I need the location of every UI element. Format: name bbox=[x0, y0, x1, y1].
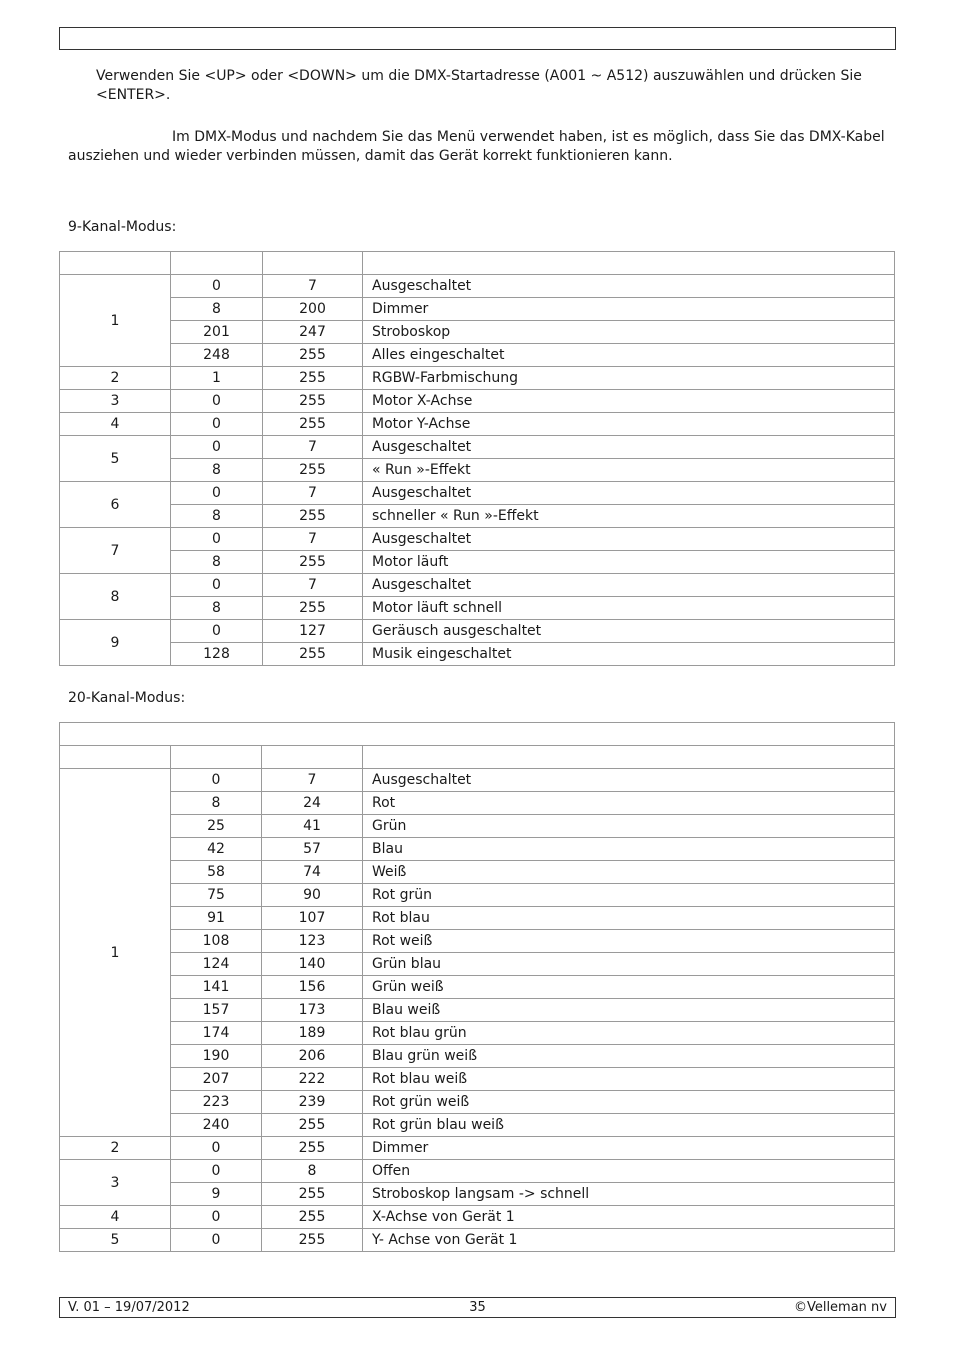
function-cell: Rot weiß bbox=[363, 930, 895, 953]
value-from-cell: 75 bbox=[171, 884, 262, 907]
function-cell: Ausgeschaltet bbox=[363, 482, 895, 505]
table-row bbox=[60, 953, 895, 976]
function-cell: Blau weiß bbox=[363, 999, 895, 1022]
value-from-cell: 0 bbox=[171, 528, 263, 551]
value-to-cell: 255 bbox=[263, 367, 363, 390]
value-from-cell: 8 bbox=[171, 597, 263, 620]
table-row bbox=[60, 1114, 895, 1137]
table-row bbox=[60, 597, 895, 620]
dmx-address-instruction: Verwenden Sie <UP> oder <DOWN> um die DMX-Startadresse (A001 ~ A512) auszuwählen und drücken Sie <ENTER>. bbox=[96, 68, 862, 103]
value-from-cell: 25 bbox=[171, 815, 262, 838]
value-from-cell: 42 bbox=[171, 838, 262, 861]
value-to-cell: 255 bbox=[262, 1114, 363, 1137]
function-cell: Grün weiß bbox=[363, 976, 895, 999]
value-from-cell: 128 bbox=[171, 643, 263, 666]
value-from-cell: 207 bbox=[171, 1068, 262, 1091]
function-cell: Ausgeschaltet bbox=[363, 436, 895, 459]
value-to-cell: 255 bbox=[262, 1229, 363, 1252]
header-cell bbox=[60, 746, 171, 769]
value-to-cell: 255 bbox=[263, 344, 363, 367]
table-row bbox=[60, 459, 895, 482]
value-to-cell: 255 bbox=[263, 459, 363, 482]
value-from-cell: 124 bbox=[171, 953, 262, 976]
channel-cell: 6 bbox=[60, 482, 171, 528]
function-cell: RGBW-Farbmischung bbox=[363, 367, 895, 390]
value-to-cell: 255 bbox=[263, 643, 363, 666]
function-cell: Offen bbox=[363, 1160, 895, 1183]
channel-cell: 4 bbox=[60, 1206, 171, 1229]
table-row bbox=[60, 413, 895, 436]
function-cell: Rot blau grün bbox=[363, 1022, 895, 1045]
table-row bbox=[60, 321, 895, 344]
table-row bbox=[60, 999, 895, 1022]
value-to-cell: 200 bbox=[263, 298, 363, 321]
function-cell: Alles eingeschaltet bbox=[363, 344, 895, 367]
value-to-cell: 173 bbox=[262, 999, 363, 1022]
footer-page-number: 35 bbox=[469, 1300, 486, 1315]
function-cell: Stroboskop bbox=[363, 321, 895, 344]
value-from-cell: 223 bbox=[171, 1091, 262, 1114]
value-from-cell: 9 bbox=[171, 1183, 262, 1206]
value-to-cell: 41 bbox=[262, 815, 363, 838]
value-from-cell: 8 bbox=[171, 551, 263, 574]
function-cell: Rot grün blau weiß bbox=[363, 1114, 895, 1137]
function-cell: X-Achse von Gerät 1 bbox=[363, 1206, 895, 1229]
function-cell: Ausgeschaltet bbox=[363, 574, 895, 597]
footer-version: V. 01 – 19/07/2012 bbox=[68, 1300, 190, 1315]
channel-cell: 2 bbox=[60, 367, 171, 390]
table-row bbox=[60, 574, 895, 597]
function-cell: Motor läuft schnell bbox=[363, 597, 895, 620]
value-to-cell: 57 bbox=[262, 838, 363, 861]
function-cell: Geräusch ausgeschaltet bbox=[363, 620, 895, 643]
value-from-cell: 0 bbox=[171, 275, 263, 298]
page-header-box bbox=[59, 27, 896, 50]
table-row bbox=[60, 1068, 895, 1091]
table-header-row bbox=[60, 252, 895, 275]
value-from-cell: 248 bbox=[171, 344, 263, 367]
function-cell: Rot grün bbox=[363, 884, 895, 907]
mode9-label: 9-Kanal-Modus: bbox=[68, 219, 177, 235]
value-from-cell: 0 bbox=[171, 436, 263, 459]
value-from-cell: 1 bbox=[171, 367, 263, 390]
table-row bbox=[60, 643, 895, 666]
channel-cell: 2 bbox=[60, 1137, 171, 1160]
value-to-cell: 255 bbox=[263, 505, 363, 528]
channel-cell: 1 bbox=[60, 275, 171, 367]
header-cell bbox=[363, 252, 895, 275]
value-from-cell: 0 bbox=[171, 482, 263, 505]
table-row bbox=[60, 528, 895, 551]
table-row bbox=[60, 815, 895, 838]
value-from-cell: 8 bbox=[171, 298, 263, 321]
function-cell: schneller « Run »-Effekt bbox=[363, 505, 895, 528]
value-to-cell: 222 bbox=[262, 1068, 363, 1091]
table-row bbox=[60, 976, 895, 999]
function-cell: Blau bbox=[363, 838, 895, 861]
value-to-cell: 7 bbox=[263, 528, 363, 551]
table-row bbox=[60, 367, 895, 390]
table-row bbox=[60, 1022, 895, 1045]
function-cell: Grün bbox=[363, 815, 895, 838]
table-row bbox=[60, 792, 895, 815]
function-cell: Blau grün weiß bbox=[363, 1045, 895, 1068]
value-to-cell: 255 bbox=[263, 413, 363, 436]
value-to-cell: 247 bbox=[263, 321, 363, 344]
value-from-cell: 8 bbox=[171, 792, 262, 815]
value-to-cell: 123 bbox=[262, 930, 363, 953]
function-cell: Ausgeschaltet bbox=[363, 769, 895, 792]
function-cell: Musik eingeschaltet bbox=[363, 643, 895, 666]
value-to-cell: 8 bbox=[262, 1160, 363, 1183]
table-row bbox=[60, 1045, 895, 1068]
table-row bbox=[60, 298, 895, 321]
value-to-cell: 255 bbox=[262, 1137, 363, 1160]
function-cell: Motor X-Achse bbox=[363, 390, 895, 413]
header-cell bbox=[363, 746, 895, 769]
function-cell: Rot blau bbox=[363, 907, 895, 930]
table-row bbox=[60, 1183, 895, 1206]
table-row bbox=[60, 1137, 895, 1160]
value-from-cell: 58 bbox=[171, 861, 262, 884]
table-row bbox=[60, 930, 895, 953]
header-cell bbox=[262, 746, 363, 769]
channel-cell: 4 bbox=[60, 413, 171, 436]
channel-cell: 9 bbox=[60, 620, 171, 666]
value-to-cell: 107 bbox=[262, 907, 363, 930]
table-row bbox=[60, 390, 895, 413]
value-to-cell: 7 bbox=[263, 436, 363, 459]
function-cell: Weiß bbox=[363, 861, 895, 884]
table-row bbox=[60, 861, 895, 884]
value-to-cell: 7 bbox=[263, 275, 363, 298]
table-row bbox=[60, 482, 895, 505]
function-cell: Ausgeschaltet bbox=[363, 528, 895, 551]
value-to-cell: 255 bbox=[262, 1206, 363, 1229]
value-to-cell: 7 bbox=[263, 482, 363, 505]
function-cell: Rot grün weiß bbox=[363, 1091, 895, 1114]
table-row bbox=[60, 1160, 895, 1183]
value-from-cell: 141 bbox=[171, 976, 262, 999]
value-to-cell: 255 bbox=[263, 597, 363, 620]
table-row bbox=[60, 769, 895, 792]
table-row bbox=[60, 436, 895, 459]
value-from-cell: 8 bbox=[171, 459, 263, 482]
value-from-cell: 190 bbox=[171, 1045, 262, 1068]
function-cell: Dimmer bbox=[363, 298, 895, 321]
table-row bbox=[60, 838, 895, 861]
channel-cell: 5 bbox=[60, 436, 171, 482]
table-header-row bbox=[60, 746, 895, 769]
value-from-cell: 0 bbox=[171, 390, 263, 413]
table-title-row bbox=[60, 723, 895, 746]
dmx-cable-note: Im DMX-Modus und nachdem Sie das Menü verwendet haben, ist es möglich, dass Sie das DMX-Kabel ausziehen und wieder verbinden müssen, damit das Gerät korrekt funktionieren kann. bbox=[68, 129, 885, 164]
value-to-cell: 255 bbox=[263, 551, 363, 574]
value-to-cell: 140 bbox=[262, 953, 363, 976]
value-to-cell: 127 bbox=[263, 620, 363, 643]
mode20-table bbox=[59, 722, 895, 1252]
page-footer bbox=[59, 1297, 896, 1318]
table-row bbox=[60, 1206, 895, 1229]
channel-cell: 1 bbox=[60, 769, 171, 1137]
function-cell: Ausgeschaltet bbox=[363, 275, 895, 298]
function-cell: Rot blau weiß bbox=[363, 1068, 895, 1091]
table-row bbox=[60, 1091, 895, 1114]
value-to-cell: 189 bbox=[262, 1022, 363, 1045]
mode20-label: 20-Kanal-Modus: bbox=[68, 690, 186, 706]
value-from-cell: 240 bbox=[171, 1114, 262, 1137]
channel-cell: 3 bbox=[60, 1160, 171, 1206]
function-cell: « Run »-Effekt bbox=[363, 459, 895, 482]
value-from-cell: 0 bbox=[171, 574, 263, 597]
function-cell: Y- Achse von Gerät 1 bbox=[363, 1229, 895, 1252]
value-to-cell: 90 bbox=[262, 884, 363, 907]
header-cell bbox=[60, 252, 171, 275]
table-title-cell bbox=[60, 723, 895, 746]
table-row bbox=[60, 907, 895, 930]
table-row bbox=[60, 275, 895, 298]
channel-cell: 5 bbox=[60, 1229, 171, 1252]
value-from-cell: 0 bbox=[171, 1137, 262, 1160]
value-from-cell: 8 bbox=[171, 505, 263, 528]
value-from-cell: 0 bbox=[171, 1229, 262, 1252]
value-to-cell: 255 bbox=[262, 1183, 363, 1206]
value-from-cell: 201 bbox=[171, 321, 263, 344]
value-from-cell: 0 bbox=[171, 769, 262, 792]
function-cell: Motor Y-Achse bbox=[363, 413, 895, 436]
footer-copyright: ©Velleman nv bbox=[793, 1300, 887, 1315]
value-to-cell: 7 bbox=[262, 769, 363, 792]
value-from-cell: 157 bbox=[171, 999, 262, 1022]
mode9-table bbox=[59, 251, 895, 666]
table-row bbox=[60, 344, 895, 367]
channel-cell: 3 bbox=[60, 390, 171, 413]
function-cell: Rot bbox=[363, 792, 895, 815]
value-from-cell: 0 bbox=[171, 1206, 262, 1229]
function-cell: Motor läuft bbox=[363, 551, 895, 574]
value-from-cell: 0 bbox=[171, 620, 263, 643]
function-cell: Stroboskop langsam -> schnell bbox=[363, 1183, 895, 1206]
value-from-cell: 0 bbox=[171, 413, 263, 436]
function-cell: Dimmer bbox=[363, 1137, 895, 1160]
channel-cell: 7 bbox=[60, 528, 171, 574]
value-to-cell: 7 bbox=[263, 574, 363, 597]
table-row bbox=[60, 505, 895, 528]
header-cell bbox=[171, 252, 263, 275]
header-cell bbox=[171, 746, 262, 769]
value-from-cell: 174 bbox=[171, 1022, 262, 1045]
value-to-cell: 239 bbox=[262, 1091, 363, 1114]
header-cell bbox=[263, 252, 363, 275]
value-to-cell: 24 bbox=[262, 792, 363, 815]
function-cell: Grün blau bbox=[363, 953, 895, 976]
value-from-cell: 91 bbox=[171, 907, 262, 930]
table-row bbox=[60, 884, 895, 907]
value-to-cell: 255 bbox=[263, 390, 363, 413]
table-row bbox=[60, 1229, 895, 1252]
value-to-cell: 156 bbox=[262, 976, 363, 999]
channel-cell: 8 bbox=[60, 574, 171, 620]
table-row bbox=[60, 551, 895, 574]
value-from-cell: 108 bbox=[171, 930, 262, 953]
value-to-cell: 206 bbox=[262, 1045, 363, 1068]
value-to-cell: 74 bbox=[262, 861, 363, 884]
value-from-cell: 0 bbox=[171, 1160, 262, 1183]
table-row bbox=[60, 620, 895, 643]
